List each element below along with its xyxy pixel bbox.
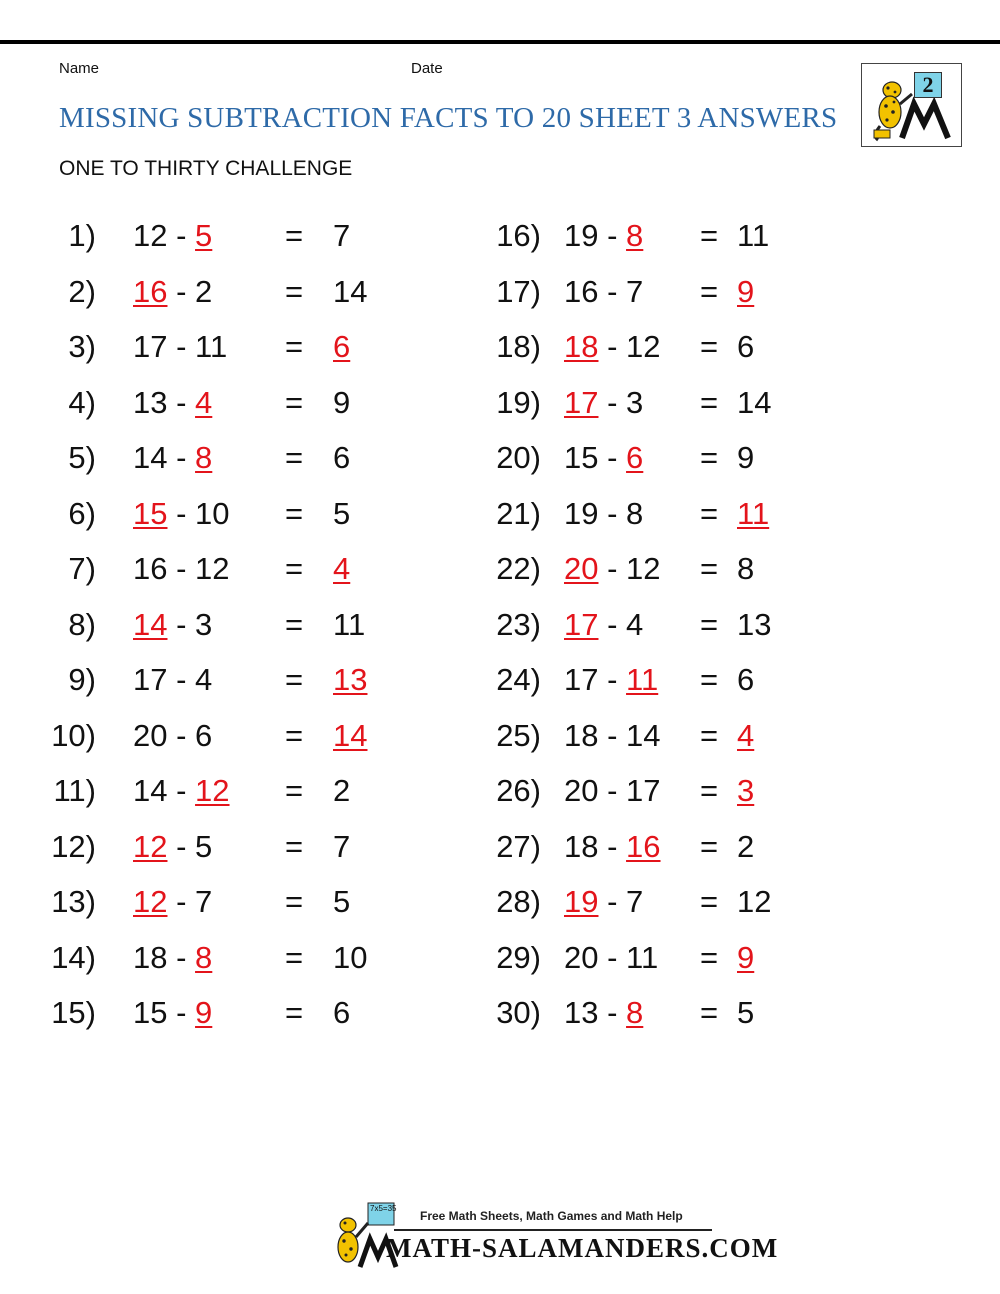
problem-number: 15)	[51, 995, 96, 1030]
minuend: 19	[564, 495, 599, 531]
problem-number: 24)	[496, 662, 541, 697]
equals-sign: =	[700, 384, 719, 420]
problem-expression	[564, 882, 643, 922]
minus-sign: -	[598, 662, 627, 697]
problem-number: 22)	[496, 551, 541, 586]
difference: 12	[737, 884, 772, 919]
equals-sign: =	[700, 551, 719, 586]
minus-sign: -	[598, 384, 627, 420]
equals-sign: =	[700, 495, 719, 531]
minus-sign: -	[598, 828, 627, 864]
problem-number: 9)	[68, 662, 96, 697]
subtrahend: 3	[195, 606, 213, 642]
problem-row	[0, 216, 1000, 256]
minuend: 17	[133, 329, 168, 364]
answer-minuend: 17	[564, 384, 599, 420]
equals-sign: =	[285, 551, 304, 586]
subtrahend: 10	[195, 495, 230, 531]
answer-difference: 9	[737, 939, 755, 975]
problem-number: 25)	[496, 717, 541, 753]
problem-number: 3)	[68, 329, 96, 364]
minus-sign: -	[598, 329, 627, 364]
problem-expression	[564, 993, 643, 1033]
problem-number: 12)	[51, 828, 96, 864]
footer-logo	[326, 1195, 779, 1275]
problem-row	[0, 549, 1000, 589]
minuend: 15	[564, 440, 599, 475]
problem-expression	[564, 660, 658, 700]
problem-number: 10)	[51, 717, 96, 753]
minus-sign: -	[598, 551, 627, 586]
minuend: 13	[564, 995, 599, 1030]
minuend: 17	[564, 662, 599, 697]
answer-subtrahend: 8	[626, 995, 644, 1030]
minuend: 20	[133, 717, 168, 753]
problem-row	[0, 882, 1000, 922]
minus-sign: -	[167, 662, 196, 697]
equals-sign: =	[285, 995, 304, 1030]
equals-sign: =	[700, 440, 719, 475]
answer-minuend: 12	[133, 884, 168, 919]
difference: 6	[333, 995, 351, 1030]
equals-sign: =	[285, 329, 304, 364]
problem-number: 18)	[496, 329, 541, 364]
answer-minuend: 19	[564, 884, 599, 919]
problem-expression	[564, 438, 643, 478]
problem-expression	[564, 327, 661, 367]
minuend: 13	[133, 384, 168, 420]
difference: 5	[333, 495, 351, 531]
minus-sign: -	[167, 218, 196, 253]
minuend: 16	[564, 273, 599, 309]
problem-number: 8)	[68, 606, 96, 642]
problem-row	[0, 660, 1000, 700]
difference: 7	[333, 828, 351, 864]
problem-row	[0, 771, 1000, 811]
answer-subtrahend: 8	[626, 218, 644, 253]
problem-expression	[564, 938, 658, 978]
minuend: 18	[133, 939, 168, 975]
subtrahend: 7	[195, 884, 213, 919]
problem-row	[0, 938, 1000, 978]
problem-number: 1)	[68, 218, 96, 253]
minus-sign: -	[167, 606, 196, 642]
minus-sign: -	[167, 773, 196, 808]
footer-logo-sign: 7x5=35	[370, 1204, 397, 1213]
minus-sign: -	[167, 828, 196, 864]
minus-sign: -	[167, 440, 196, 475]
equals-sign: =	[285, 662, 304, 697]
answer-difference: 4	[333, 551, 351, 586]
answer-difference: 4	[737, 717, 755, 753]
equals-sign: =	[285, 717, 304, 753]
equals-sign: =	[700, 218, 719, 253]
problem-number: 6)	[68, 495, 96, 531]
equals-sign: =	[285, 273, 304, 309]
answer-minuend: 15	[133, 495, 168, 531]
minuend: 17	[133, 662, 168, 697]
problem-number: 30)	[496, 995, 541, 1030]
problem-expression	[564, 716, 661, 756]
answer-difference: 13	[333, 662, 368, 697]
problem-number: 4)	[68, 384, 96, 420]
equals-sign: =	[285, 384, 304, 420]
problem-expression	[564, 383, 643, 423]
subtrahend: 7	[626, 884, 644, 919]
problem-expression	[564, 827, 661, 867]
difference: 13	[737, 606, 772, 642]
equals-sign: =	[700, 662, 719, 697]
problem-number: 5)	[68, 440, 96, 475]
answer-subtrahend: 16	[626, 828, 661, 864]
difference: 6	[737, 329, 755, 364]
minus-sign: -	[598, 717, 627, 753]
minus-sign: -	[167, 384, 196, 420]
problem-expression	[564, 216, 643, 256]
problem-expression	[564, 494, 643, 534]
equals-sign: =	[700, 329, 719, 364]
minus-sign: -	[598, 606, 627, 642]
problem-row	[0, 827, 1000, 867]
answer-subtrahend: 8	[195, 939, 213, 975]
page-title: MISSING SUBTRACTION FACTS TO 20 SHEET 3 ANSWERS	[59, 102, 838, 134]
problem-number: 16)	[496, 218, 541, 253]
problem-number: 14)	[51, 939, 96, 975]
problem-expression	[564, 549, 661, 589]
minus-sign: -	[167, 495, 196, 531]
minuend: 19	[564, 218, 599, 253]
problem-number: 7)	[68, 551, 96, 586]
salamander-icon	[862, 64, 961, 146]
answer-minuend: 17	[564, 606, 599, 642]
difference: 2	[737, 828, 755, 864]
difference: 6	[737, 662, 755, 697]
minus-sign: -	[167, 329, 196, 364]
minuend: 20	[564, 939, 599, 975]
equals-sign: =	[285, 606, 304, 642]
equals-sign: =	[700, 717, 719, 753]
answer-difference: 11	[737, 495, 770, 531]
equals-sign: =	[700, 995, 719, 1030]
subtrahend: 6	[195, 717, 213, 753]
minus-sign: -	[598, 884, 627, 919]
footer-brand: MATH-SALAMANDERS.COM	[386, 1233, 779, 1263]
problem-number: 23)	[496, 606, 541, 642]
minuend: 18	[564, 717, 599, 753]
minuend: 18	[564, 828, 599, 864]
equals-sign: =	[700, 828, 719, 864]
answer-subtrahend: 5	[195, 218, 213, 253]
name-label: Name	[59, 60, 100, 77]
problem-number: 20)	[496, 440, 541, 475]
subtrahend: 3	[626, 384, 644, 420]
difference: 11	[737, 218, 770, 253]
equals-sign: =	[285, 773, 304, 808]
problem-row	[0, 605, 1000, 645]
minus-sign: -	[598, 218, 627, 253]
minus-sign: -	[598, 273, 627, 309]
minuend: 14	[133, 440, 168, 475]
equals-sign: =	[700, 773, 719, 808]
problem-number: 26)	[496, 773, 541, 808]
answer-minuend: 14	[133, 606, 168, 642]
grade-logo	[861, 63, 962, 147]
equals-sign: =	[700, 273, 719, 309]
answer-minuend: 12	[133, 828, 168, 864]
minuend: 20	[564, 773, 599, 808]
difference: 11	[333, 606, 366, 642]
problem-number: 21)	[496, 495, 541, 531]
problem-number: 28)	[496, 884, 541, 919]
answer-difference: 6	[333, 329, 351, 364]
subtrahend: 14	[626, 717, 661, 753]
problem-row	[0, 438, 1000, 478]
problem-row	[0, 327, 1000, 367]
subtrahend: 12	[195, 551, 230, 586]
problem-number: 2)	[68, 273, 96, 309]
minus-sign: -	[167, 884, 196, 919]
answer-subtrahend: 4	[195, 384, 213, 420]
problem-row	[0, 716, 1000, 756]
difference: 7	[333, 218, 351, 253]
problem-expression	[564, 272, 643, 312]
minuend: 15	[133, 995, 168, 1030]
problem-expression	[564, 771, 661, 811]
equals-sign: =	[285, 828, 304, 864]
subtrahend: 5	[195, 828, 213, 864]
problem-number: 27)	[496, 828, 541, 864]
date-label: Date	[411, 60, 443, 77]
equals-sign: =	[700, 606, 719, 642]
difference: 9	[333, 384, 351, 420]
minus-sign: -	[598, 995, 627, 1030]
answer-subtrahend: 9	[195, 995, 213, 1030]
subtrahend: 12	[626, 329, 661, 364]
answer-minuend: 16	[133, 273, 168, 309]
difference: 5	[333, 884, 351, 919]
minus-sign: -	[167, 551, 196, 586]
equals-sign: =	[285, 939, 304, 975]
subtrahend: 12	[626, 551, 661, 586]
subtrahend: 11	[626, 939, 659, 975]
problem-number: 29)	[496, 939, 541, 975]
footer-rule	[394, 1229, 712, 1231]
footer-tagline: Free Math Sheets, Math Games and Math Help	[420, 1209, 683, 1223]
problem-expression	[564, 605, 643, 645]
page-subtitle: ONE TO THIRTY CHALLENGE	[59, 157, 353, 180]
equals-sign: =	[285, 440, 304, 475]
subtrahend: 4	[195, 662, 213, 697]
minuend: 12	[133, 218, 168, 253]
difference: 9	[737, 440, 755, 475]
difference: 10	[333, 939, 368, 975]
minuend: 16	[133, 551, 168, 586]
minus-sign: -	[598, 495, 627, 531]
answer-minuend: 20	[564, 551, 599, 586]
problem-row	[0, 993, 1000, 1033]
minuend: 14	[133, 773, 168, 808]
subtrahend: 2	[195, 273, 213, 309]
problem-number: 17)	[496, 273, 541, 309]
subtrahend: 4	[626, 606, 644, 642]
minus-sign: -	[598, 773, 627, 808]
equals-sign: =	[285, 884, 304, 919]
answer-subtrahend: 11	[626, 662, 659, 697]
equals-sign: =	[285, 495, 304, 531]
subtrahend: 7	[626, 273, 644, 309]
minus-sign: -	[598, 939, 627, 975]
equals-sign: =	[700, 884, 719, 919]
grade-number: 2	[914, 72, 942, 98]
difference: 14	[737, 384, 772, 420]
problem-number: 11)	[53, 773, 96, 808]
answer-minuend: 18	[564, 329, 599, 364]
minus-sign: -	[167, 995, 196, 1030]
problem-number: 19)	[496, 384, 541, 420]
problem-number: 13)	[51, 884, 96, 919]
answer-subtrahend: 6	[626, 440, 644, 475]
answer-subtrahend: 8	[195, 440, 213, 475]
subtrahend: 11	[195, 329, 228, 364]
minus-sign: -	[598, 440, 627, 475]
difference: 6	[333, 440, 351, 475]
problem-row	[0, 494, 1000, 534]
problem-row	[0, 383, 1000, 423]
equals-sign: =	[285, 218, 304, 253]
difference: 8	[737, 551, 755, 586]
difference: 14	[333, 273, 368, 309]
difference: 2	[333, 773, 351, 808]
answer-difference: 14	[333, 717, 368, 753]
equals-sign: =	[700, 939, 719, 975]
subtrahend: 17	[626, 773, 661, 808]
answer-difference: 3	[737, 773, 755, 808]
problem-row	[0, 272, 1000, 312]
difference: 5	[737, 995, 755, 1030]
subtrahend: 8	[626, 495, 644, 531]
minus-sign: -	[167, 939, 196, 975]
minus-sign: -	[167, 273, 196, 309]
top-rule	[0, 40, 1000, 44]
answer-subtrahend: 12	[195, 773, 230, 808]
answer-difference: 9	[737, 273, 755, 309]
minus-sign: -	[167, 717, 196, 753]
